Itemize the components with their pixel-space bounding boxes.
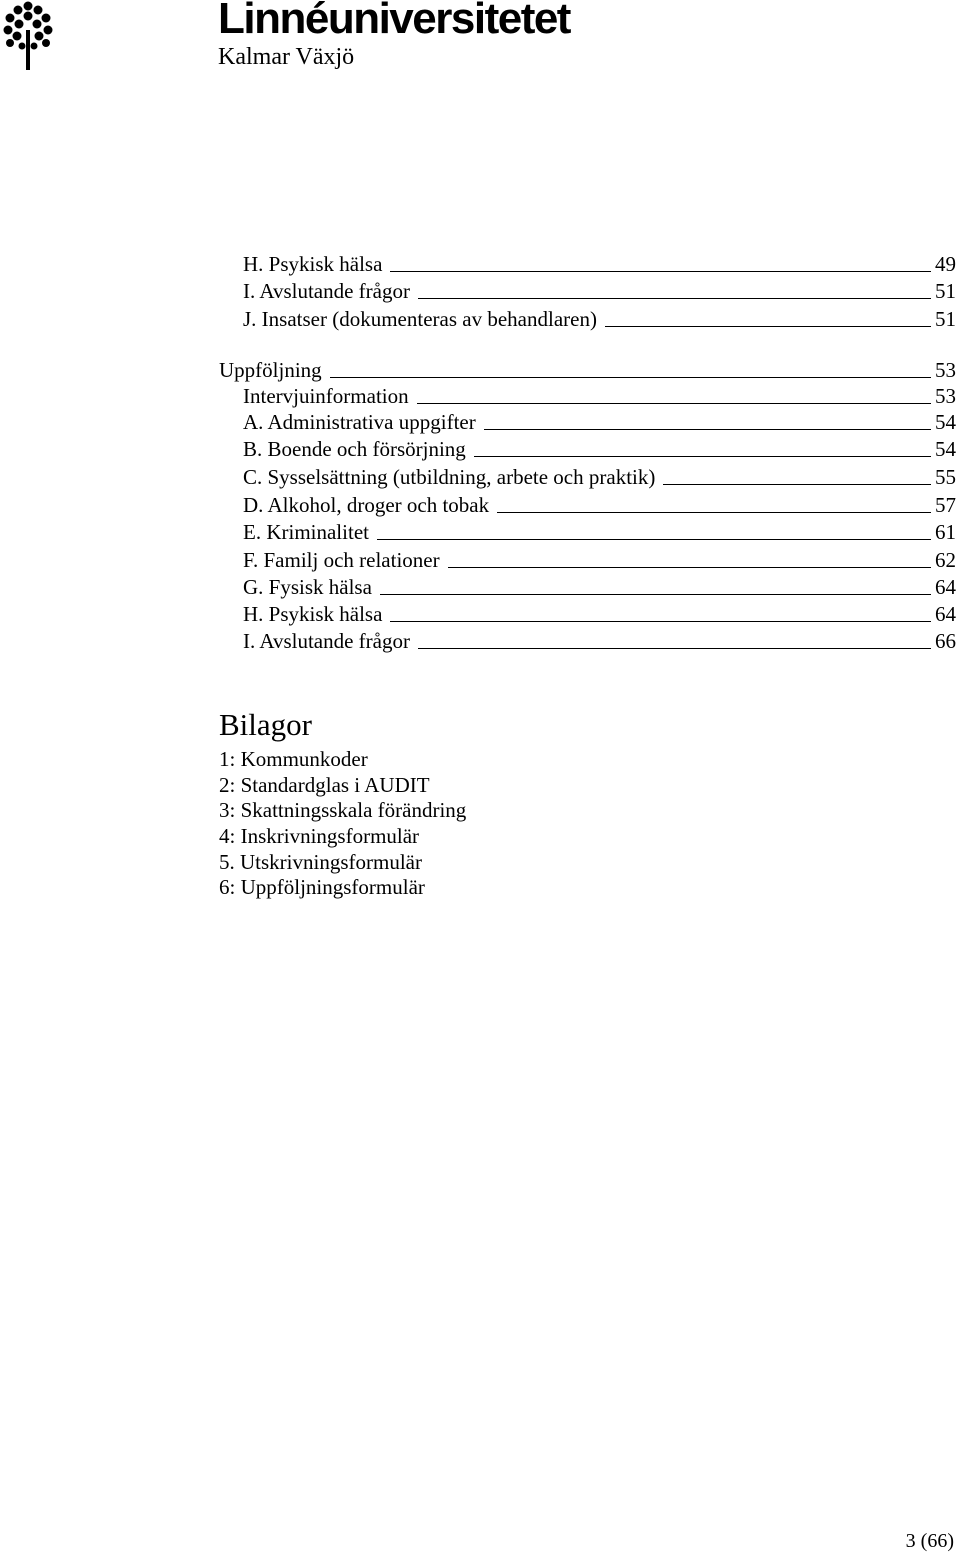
toc-entry — [0, 601, 960, 627]
toc-leader-line — [380, 594, 931, 595]
toc-entry-label: F. Familj och relationer — [243, 548, 440, 572]
toc-entry — [0, 409, 960, 435]
toc-leader-line — [390, 621, 931, 622]
toc-entry-label: Intervjuinformation — [243, 384, 409, 408]
toc-leader-line — [448, 567, 931, 568]
toc-entry-page: 64 — [935, 602, 956, 626]
bilaga-item: 6: Uppföljningsformulär — [219, 875, 425, 899]
toc-leader-line — [474, 456, 931, 457]
toc-leader-line — [497, 512, 931, 513]
toc-leader-line — [377, 539, 931, 540]
toc-entry-label: I. Avslutande frågor — [243, 279, 410, 303]
toc-leader-line — [330, 377, 931, 378]
toc-entry-label: D. Alkohol, droger och tobak — [243, 493, 490, 517]
toc-entry-label: A. Administrativa uppgifter — [243, 410, 476, 434]
toc-leader-line — [390, 271, 931, 272]
logo-subtitle: Kalmar Växjö — [218, 44, 355, 70]
toc-entry — [0, 357, 960, 383]
toc-entry-label: H. Psykisk hälsa — [243, 252, 383, 276]
toc-entry-page: 61 — [935, 520, 956, 544]
toc-entry — [0, 464, 960, 490]
toc-entry-label: Uppföljning — [219, 358, 322, 382]
toc-entry — [0, 492, 960, 518]
toc-entry-page: 62 — [935, 548, 956, 572]
toc-entry-label: C. Sysselsättning (utbildning, arbete och praktik) — [243, 465, 656, 489]
toc-leader-line — [605, 326, 931, 327]
toc-entry-page: 49 — [935, 252, 956, 276]
university-logo — [0, 0, 640, 80]
toc-entry — [0, 251, 960, 277]
toc-leader-line — [663, 484, 931, 485]
toc-entry — [0, 278, 960, 304]
toc-entry-page: 53 — [935, 358, 956, 382]
bilaga-item: 3: Skattningsskala förändring — [219, 798, 467, 822]
toc-entry-label: B. Boende och försörjning — [243, 437, 466, 461]
toc-leader-line — [418, 298, 931, 299]
toc-entry-label: J. Insatser (dokumenteras av behandlaren) — [243, 307, 597, 331]
tree-icon — [0, 0, 60, 72]
toc-entry-page: 54 — [935, 410, 956, 434]
toc-entry — [0, 436, 960, 462]
bilagor-heading: Bilagor — [219, 707, 312, 742]
toc-entry-page: 54 — [935, 437, 956, 461]
toc-entry-page: 66 — [935, 629, 956, 653]
page-number: 3 (66) — [905, 1530, 954, 1552]
toc-entry-page: 64 — [935, 575, 956, 599]
toc-entry — [0, 574, 960, 600]
toc-entry-page: 53 — [935, 384, 956, 408]
toc-entry-label: E. Kriminalitet — [243, 520, 369, 544]
logo-name: Linnéuniversitetet — [218, 0, 570, 43]
toc-entry-page: 55 — [935, 465, 956, 489]
toc-entry — [0, 519, 960, 545]
bilaga-item: 1: Kommunkoder — [219, 747, 368, 771]
toc-entry-page: 51 — [935, 307, 956, 331]
toc-leader-line — [417, 403, 931, 404]
toc-leader-line — [484, 429, 931, 430]
toc-entry — [0, 383, 960, 409]
toc-entry-page: 57 — [935, 493, 956, 517]
toc-entry — [0, 628, 960, 654]
toc-leader-line — [418, 648, 931, 649]
toc-entry-label: G. Fysisk hälsa — [243, 575, 372, 599]
toc-entry-page: 51 — [935, 279, 956, 303]
bilaga-item: 2: Standardglas i AUDIT — [219, 773, 430, 797]
toc-entry-label: I. Avslutande frågor — [243, 629, 410, 653]
toc-entry-label: H. Psykisk hälsa — [243, 602, 383, 626]
toc-entry — [0, 547, 960, 573]
bilaga-item: 4: Inskrivningsformulär — [219, 824, 420, 848]
toc-entry — [0, 306, 960, 332]
bilaga-item: 5. Utskrivningsformulär — [219, 850, 422, 874]
